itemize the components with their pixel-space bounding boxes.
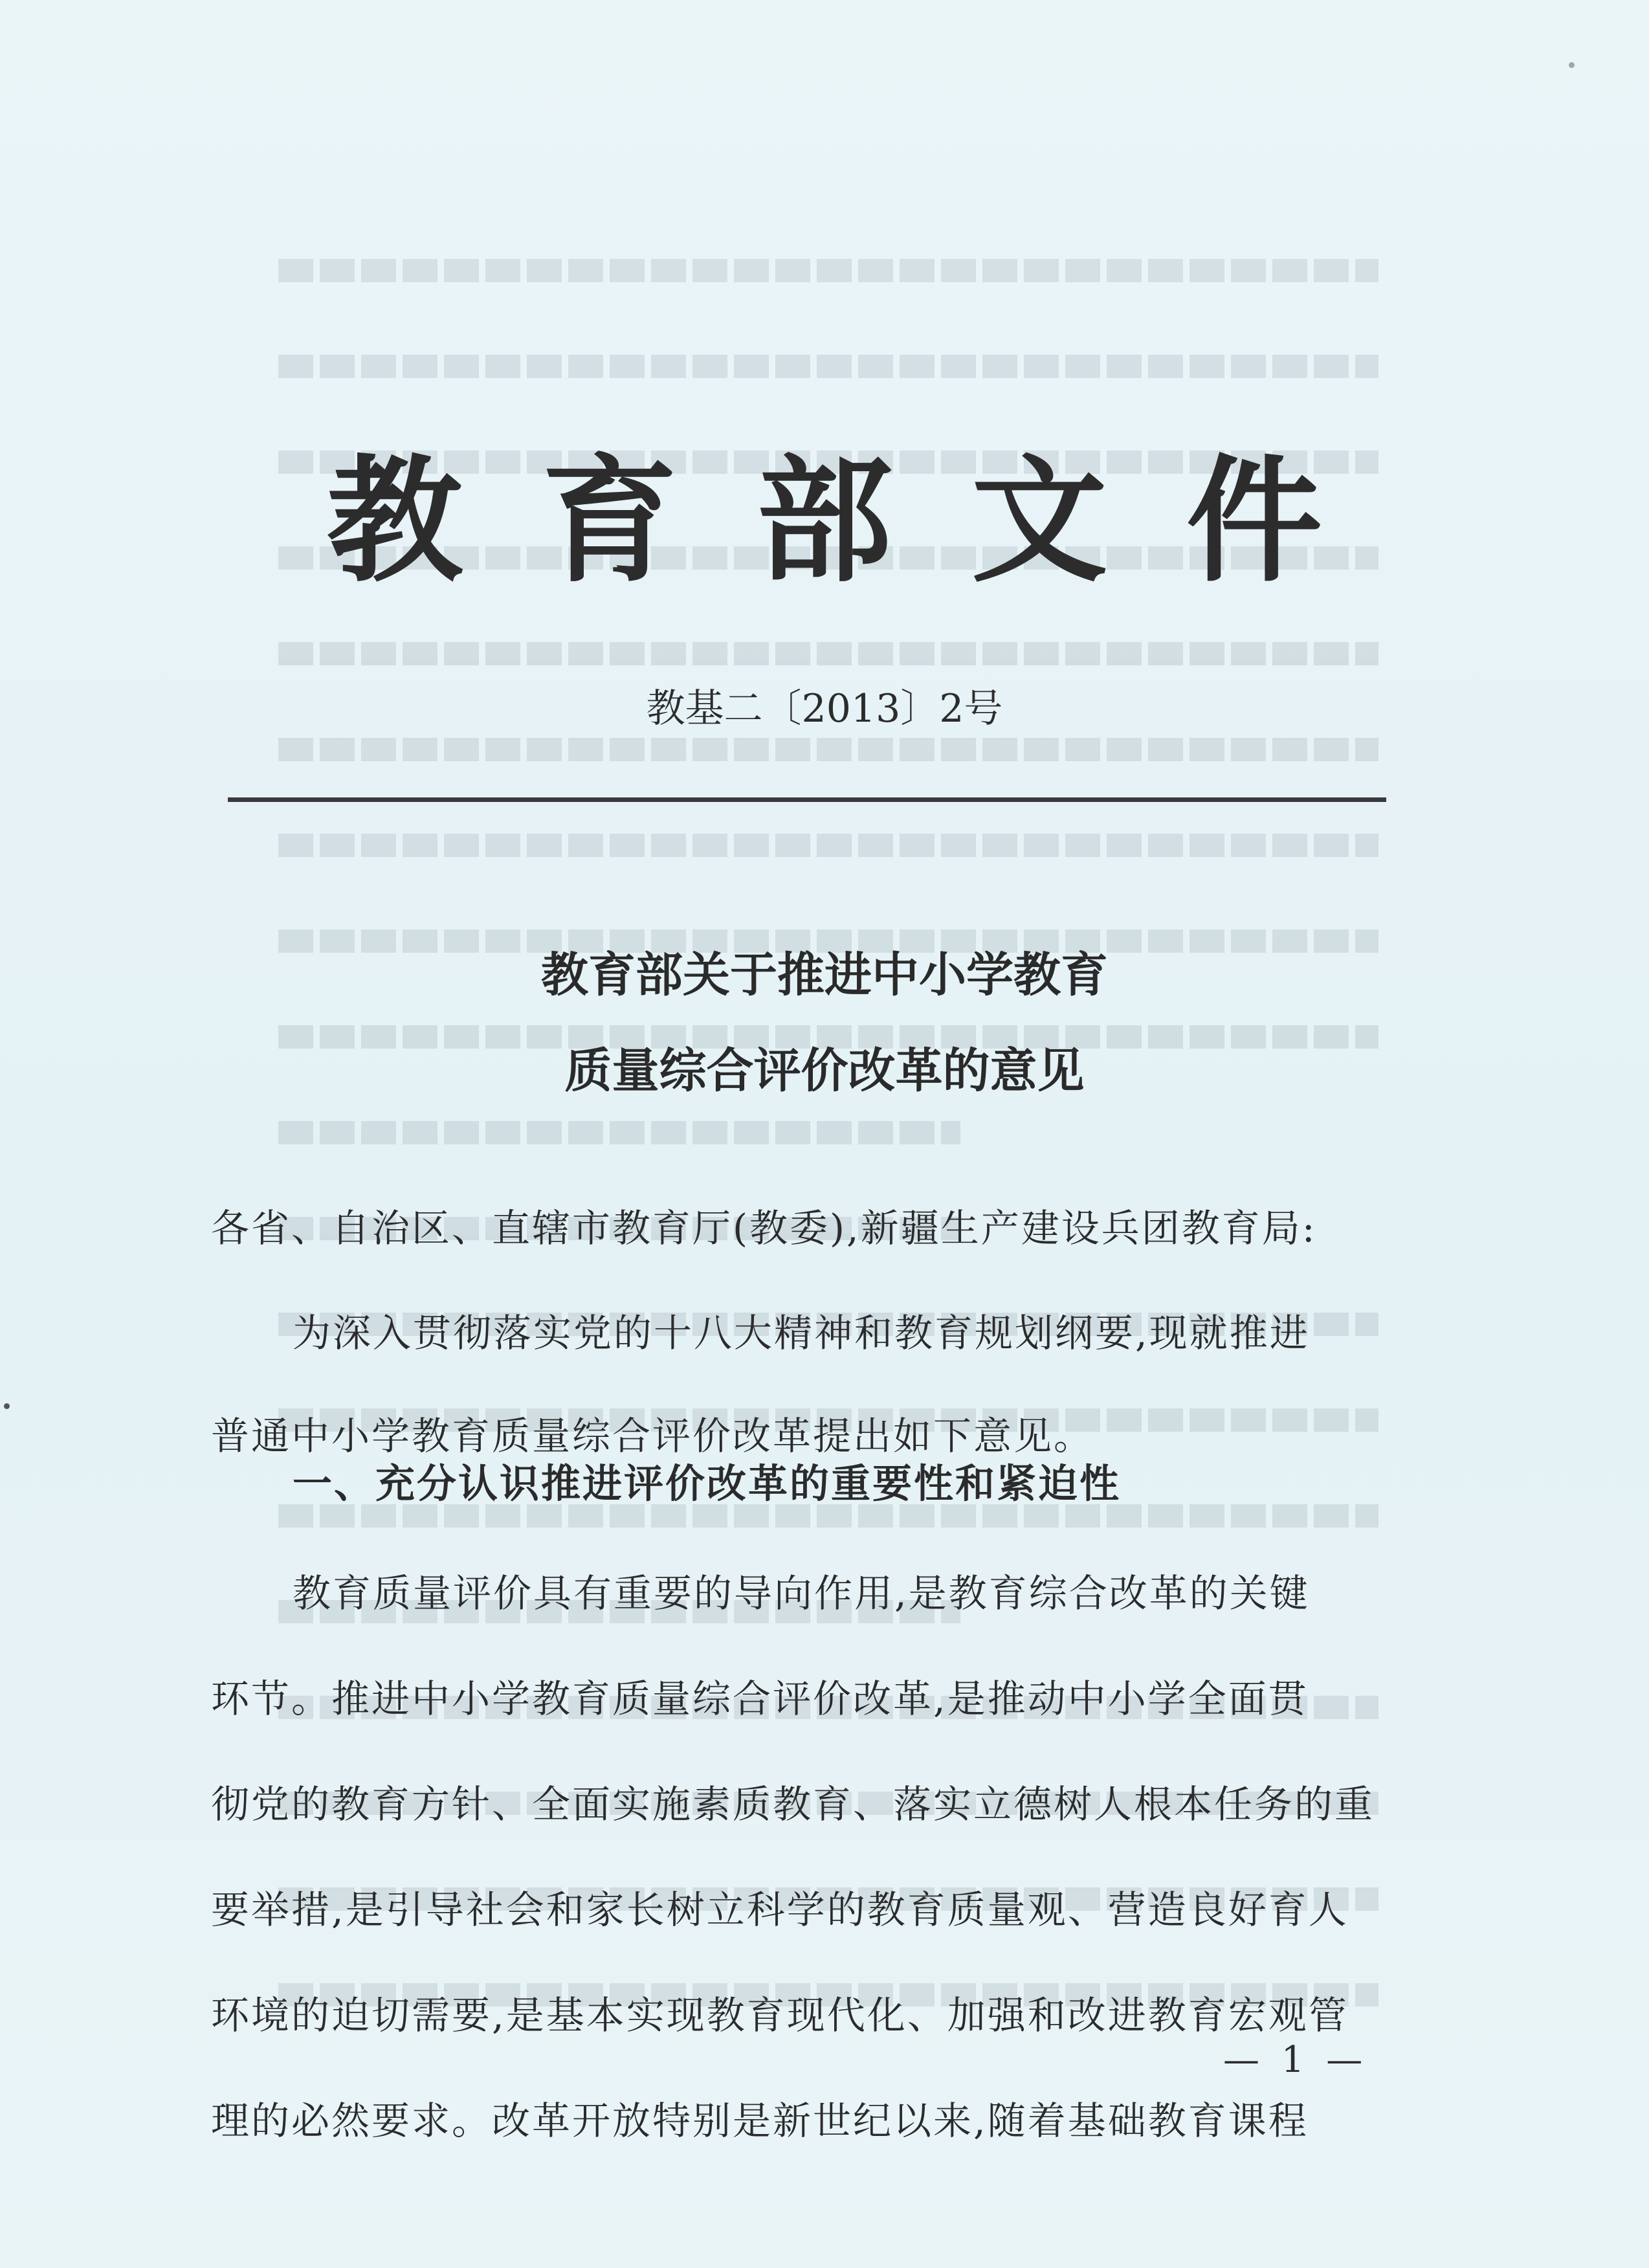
document-subject [0,927,1649,1118]
paragraph-line: 普通中小学教育质量综合评价改革提出如下意见。 [211,1414,1094,1458]
addressee: 各省、自治区、直辖市教育厅(教委),新疆生产建设兵团教育局: [211,1206,1317,1251]
subject-line-2: 质量综合评价改革的意见 [564,1043,1085,1098]
paragraph-line: 彻党的教育方针、全面实施素质教育、落实立德树人根本任务的重 [211,1782,1375,1827]
page-number: — 1 — [1223,2039,1368,2081]
paragraph-line: 为深入贯彻落实党的十八大精神和教育规划纲要,现就推进 [293,1311,1310,1355]
document-header-title: 教育部文件 [326,441,1401,601]
header-divider [228,797,1386,802]
subject-line-1: 教育部关于推进中小学教育 [541,947,1108,1003]
paragraph-line: 理的必然要求。改革开放特别是新世纪以来,随着基础教育课程 [211,2098,1309,2143]
document-number: 教基二〔2013〕2号 [646,686,1003,731]
scan-speck [4,1403,10,1409]
scan-speck [1569,62,1575,68]
paragraph-line: 教育质量评价具有重要的导向作用,是教育综合改革的关键 [293,1571,1310,1616]
section-heading: 一、充分认识推进评价改革的重要性和紧迫性 [293,1461,1122,1507]
section-paragraph [211,1540,1376,2174]
paragraph-line: 环境的迫切需要,是基本实现教育现代化、加强和改进教育宏观管 [211,1993,1349,2038]
paragraph-line: 要举措,是引导社会和家长树立科学的教育质量观、营造良好育人 [211,1887,1349,1932]
paragraph-line: 环节。推进中小学教育质量综合评价改革,是推动中小学全面贯 [211,1676,1309,1721]
